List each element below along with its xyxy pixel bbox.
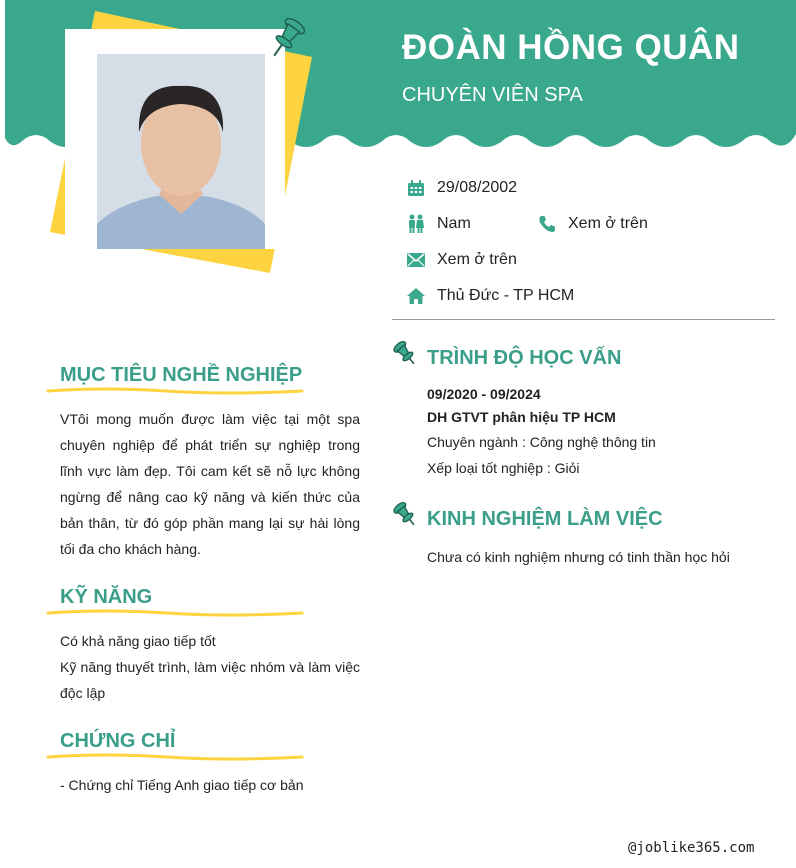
certificates-title: CHỨNG CHỈ [60,730,176,752]
birthday-value: 29/08/2002 [437,179,518,196]
objective-text: VTôi mong muốn được làm việc tại một spa chuyên nghiệp để phát triển sự nghiệp trong lĩnh vực làm đẹp. Tôi cam kết sẽ nỗ lực không ngừng để nâng cao kỹ năng và kiến thức của bản thân, từ đó góp phần mang lại sự hài lòng tối đa cho khách hàng. [60,411,360,557]
calendar-icon [406,178,426,198]
experience-text: Chưa có kinh nghiệm nhưng có tinh thần học hỏi [427,549,730,565]
certificate-item: - Chứng chỉ Tiếng Anh giao tiếp cơ bản [60,777,304,793]
education-major: Chuyên ngành : Công nghệ thông tin [427,434,656,450]
email-value: Xem ở trên [437,251,517,268]
photo-frame [65,29,285,249]
gender-icon [406,214,426,234]
pushpin-icon [268,16,308,62]
certificates-underline [46,751,304,763]
education-school: DH GTVT phân hiệu TP HCM [427,409,616,425]
phone-icon [537,214,557,234]
home-icon [406,286,426,306]
skills-list [60,628,360,706]
objective-title: MỤC TIÊU NGHỀ NGHIỆP [60,364,303,386]
objective-underline [46,385,304,397]
pushpin-icon [392,501,418,529]
skills-title: KỸ NĂNG [60,586,153,608]
skills-underline [46,607,304,619]
candidate-name: ĐOÀN HỒNG QUÂN [402,28,740,67]
address-value: Thủ Đức - TP HCM [437,287,575,304]
education-period: 09/2020 - 09/2024 [427,386,541,402]
address-row [406,286,574,306]
education-title: TRÌNH ĐỘ HỌC VẤN [427,347,622,369]
birthday-row [406,178,517,198]
gender-value: Nam [437,215,471,232]
job-title: CHUYÊN VIÊN SPA [402,84,583,106]
phone-value: Xem ở trên [568,215,648,232]
mail-icon [406,250,426,270]
contact-divider [392,319,775,320]
pushpin-icon [392,340,418,368]
email-row [406,250,517,270]
photo-area [0,0,330,290]
skill-item: Kỹ năng thuyết trình, làm việc nhóm và làm việc độc lập [60,659,360,701]
watermark: @joblike365.com [628,840,755,856]
experience-title: KINH NGHIỆM LÀM VIỆC [427,508,663,530]
skill-item: Có khả năng giao tiếp tốt [60,633,216,649]
education-grade: Xếp loại tốt nghiệp : Giỏi [427,460,580,476]
gender-row [406,214,471,234]
phone-row [537,214,648,234]
avatar [97,54,265,249]
